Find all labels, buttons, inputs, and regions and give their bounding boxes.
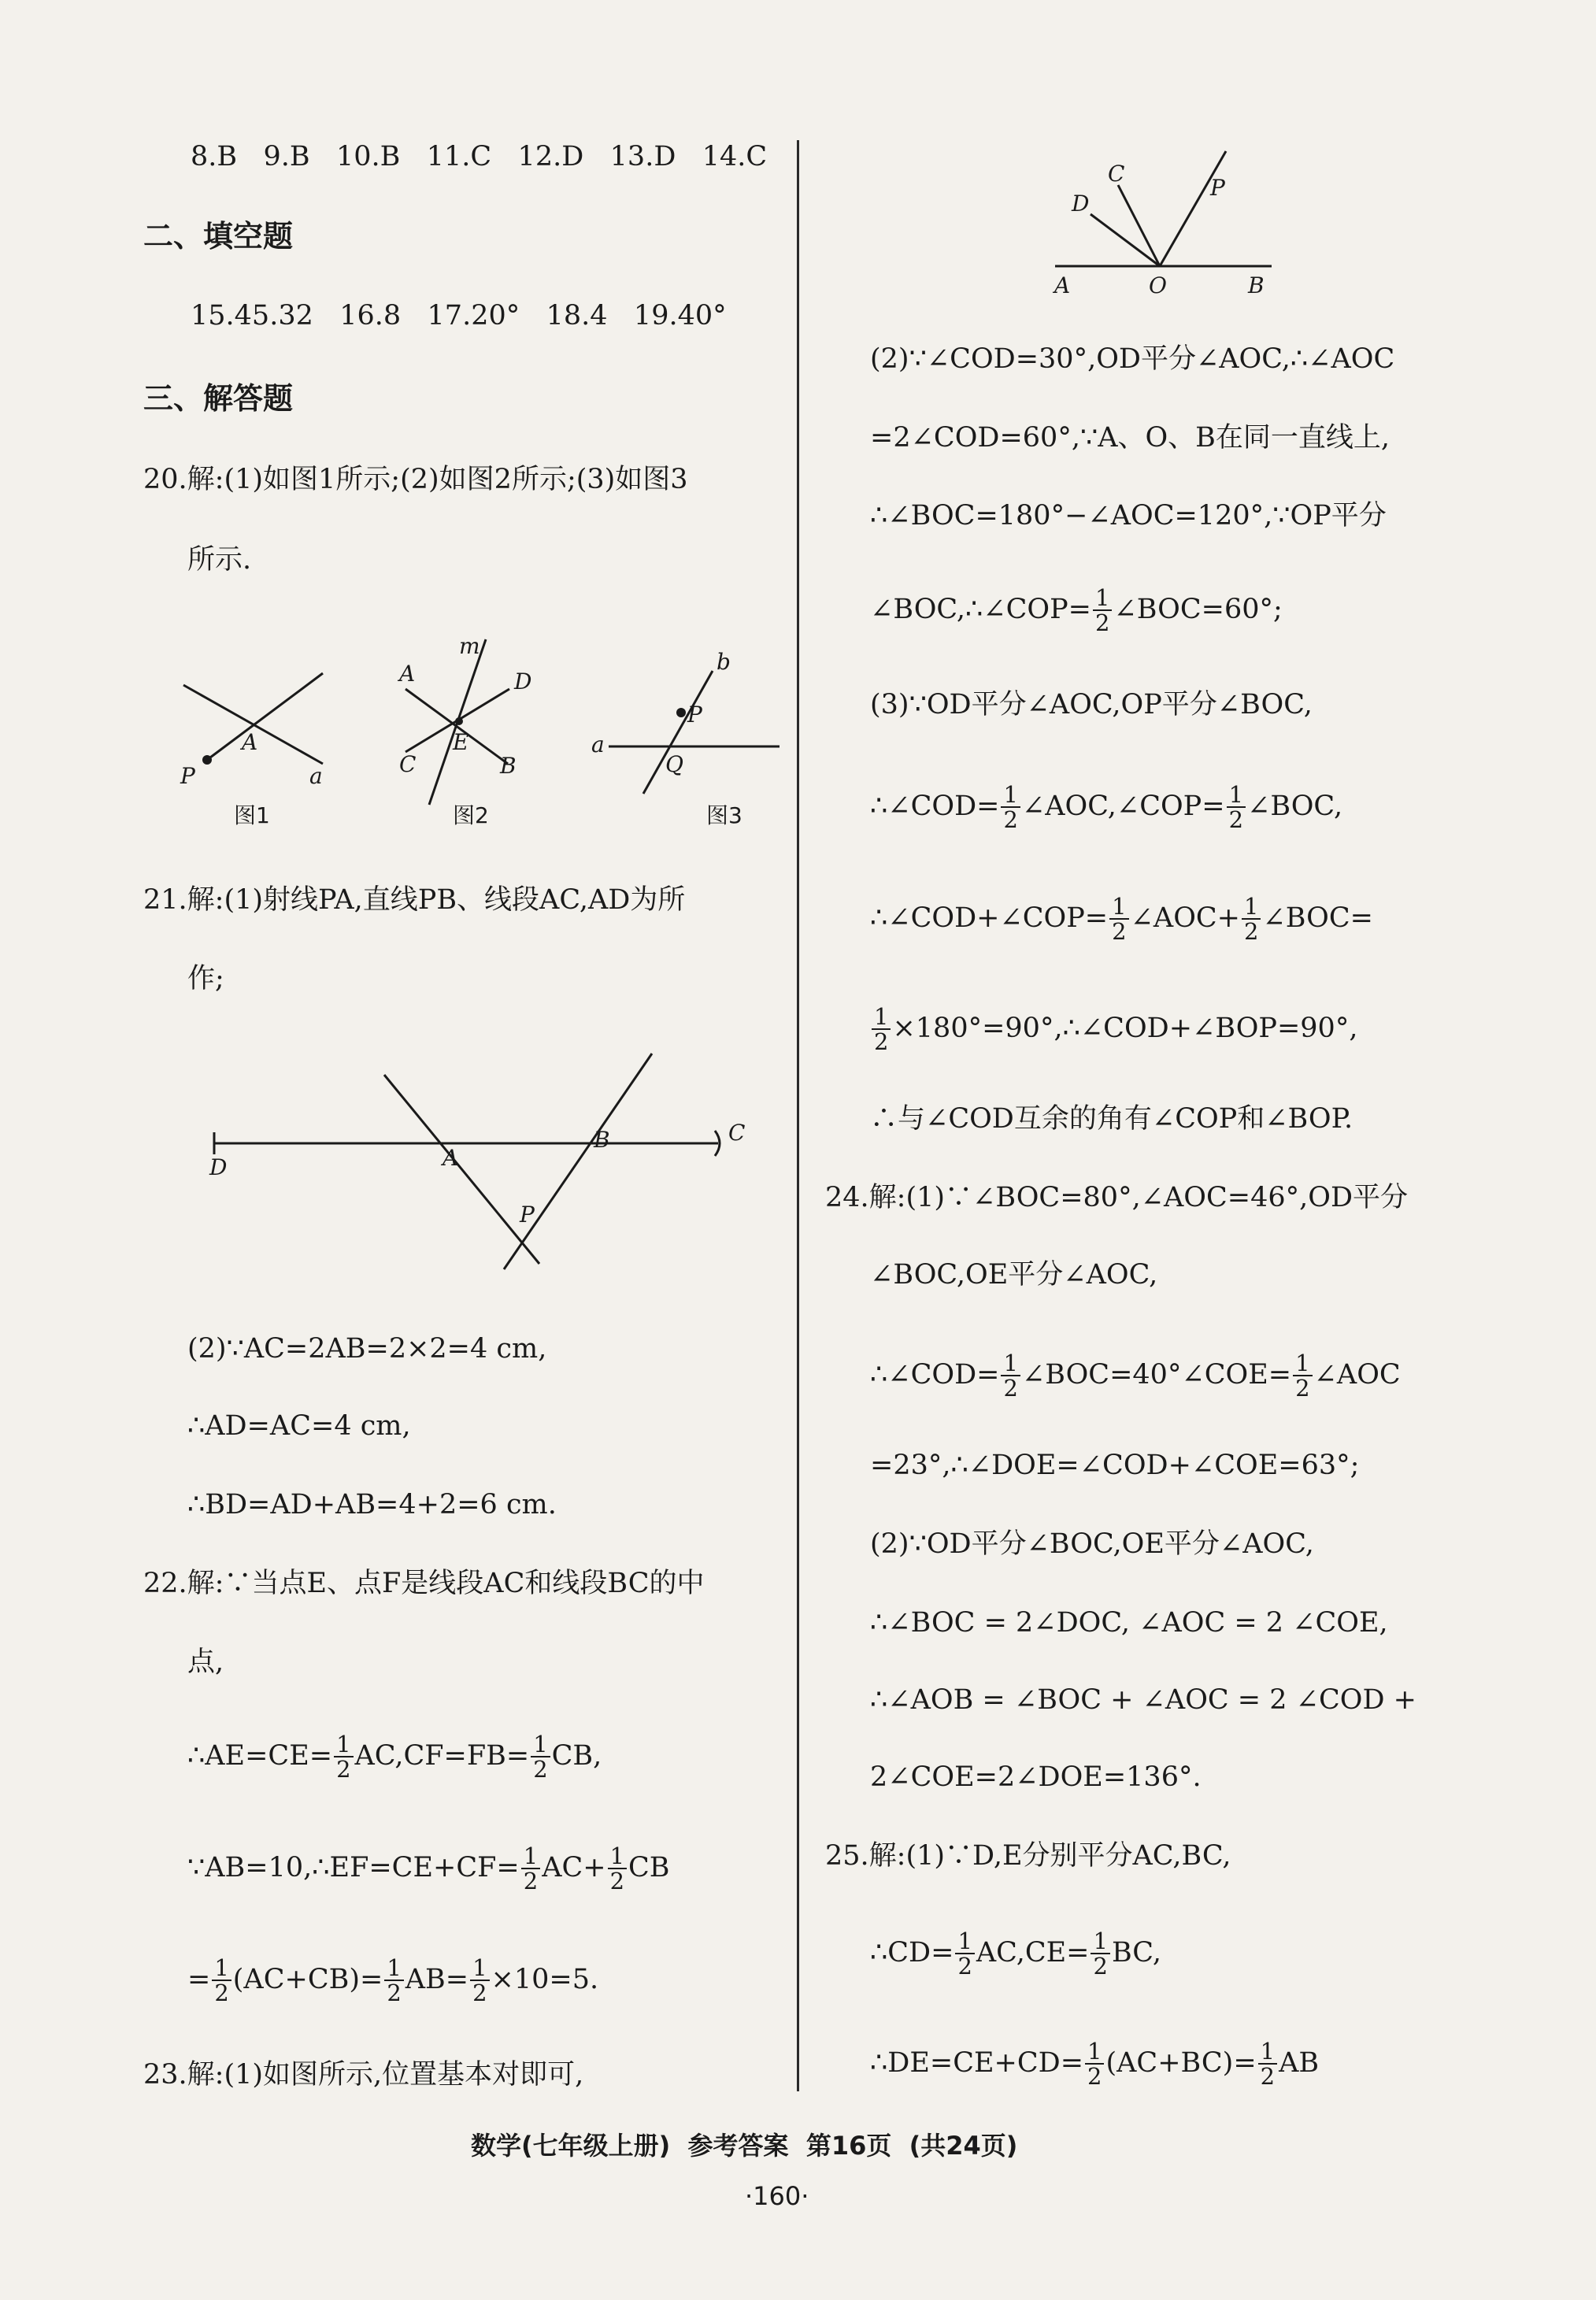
section-solutions-title: 三、解答题 <box>143 381 294 416</box>
q24-line3: ∴∠COD= $\frac{1}{2}$ ∠BOC=40°∠COE= $\frac{1}{2}$ ∠AOC <box>870 1350 1401 1402</box>
fig23-label-d: D <box>1072 191 1090 217</box>
fig21-label-b: B <box>594 1127 610 1153</box>
fraction-half: $\frac{1}{2}$ <box>531 1732 550 1782</box>
fraction-half: $\frac{1}{2}$ <box>1227 783 1246 832</box>
page-number: ·160· <box>745 2181 809 2211</box>
q22-line4: ∵AB=10,∴EF=CE+CF= $\frac{1}{2}$ AC+ $\frac{1}{2}$ CB <box>187 1843 670 1895</box>
fig2-label-a: A <box>399 661 416 687</box>
figure-q21 <box>205 1039 772 1291</box>
fig2-label-d: D <box>514 669 532 694</box>
q23-line7: ∴∠COD= $\frac{1}{2}$ ∠AOC,∠COP= $\frac{1}{2}$ ∠BOC, <box>870 781 1343 834</box>
q20-line2: 所示. <box>187 544 252 576</box>
fig3-caption: 图3 <box>706 802 742 828</box>
fig21-ray-pa <box>384 1075 539 1264</box>
figure-2 <box>390 630 547 835</box>
fig21-label-a: A <box>443 1145 459 1171</box>
section-fill-in-title: 二、填空题 <box>143 219 294 254</box>
figure-3 <box>587 646 791 835</box>
q23-line1: 23.解:(1)如图所示,位置基本对即可, <box>143 2059 584 2091</box>
fig2-caption: 图2 <box>453 802 489 828</box>
fig21-label-p: P <box>520 1202 535 1228</box>
q24-line5: (2)∵OD平分∠BOC,OE平分∠AOC, <box>870 1528 1314 1560</box>
q25-line3: ∴DE=CE+CD= $\frac{1}{2}$ (AC+BC)= $\frac{1}{2}$ AB <box>870 2038 1320 2091</box>
fig23-ray-op <box>1160 151 1226 266</box>
fraction-half: $\frac{1}{2}$ <box>1093 586 1112 635</box>
fraction-half: $\frac{1}{2}$ <box>1293 1351 1312 1401</box>
fig23-label-c: C <box>1108 161 1125 187</box>
q24-line6: ∴∠BOC = 2∠DOC, ∠AOC = 2 ∠COE, <box>870 1607 1388 1639</box>
fraction-half: $\frac{1}{2}$ <box>1242 894 1261 944</box>
q23-line4: ∴∠BOC=180°−∠AOC=120°,∵OP平分 <box>870 500 1387 531</box>
fig21-label-c: C <box>728 1120 746 1146</box>
figure-1 <box>177 661 335 835</box>
q21-line3: (2)∵AC=2AB=2×2=4 cm, <box>187 1333 547 1365</box>
fig23-label-a: A <box>1054 272 1071 298</box>
q23-line9: $\frac{1}{2}$ ×180°=90°,∴∠COD+∠BOP=90°, <box>870 1005 1357 1054</box>
fig23-label-o: O <box>1149 272 1167 298</box>
fig21-label-d: D <box>209 1154 228 1180</box>
q22-line2: 点, <box>187 1646 224 1678</box>
fraction-half: $\frac{1}{2}$ <box>1001 783 1020 832</box>
fig2-label-e: E <box>453 729 469 755</box>
fig2-point-e <box>455 717 463 725</box>
q24-line7: ∴∠AOB = ∠BOC + ∠AOC = 2 ∠COD + <box>870 1684 1416 1716</box>
fig3-point-p <box>676 708 686 717</box>
fig23-ray-od <box>1091 214 1160 266</box>
fig23-ray-oc <box>1118 185 1160 266</box>
q22-line1: 22.解:∵当点E、点F是线段AC和线段BC的中 <box>143 1568 705 1599</box>
fig23-label-b: B <box>1248 272 1265 298</box>
q21-line1: 21.解:(1)射线PA,直线PB、线段AC,AD为所 <box>143 884 686 916</box>
q20-line1: 20.解:(1)如图1所示;(2)如图2所示;(3)如图3 <box>143 464 688 495</box>
q21-line5: ∴BD=AD+AB=4+2=6 cm. <box>187 1489 557 1520</box>
q22-line5: = $\frac{1}{2}$ (AC+CB)= $\frac{1}{2}$ AB= $\frac{1}{2}$ ×10=5. <box>187 1954 599 2007</box>
fig1-label-a: A <box>242 729 258 755</box>
fraction-half: $\frac{1}{2}$ <box>1085 2039 1104 2089</box>
q24-line4: =23°,∴∠DOE=∠COD+∠COE=63°; <box>870 1450 1360 1481</box>
fig2-label-m: m <box>459 633 480 659</box>
q23-line8: ∴∠COD+∠COP= $\frac{1}{2}$ ∠AOC+ $\frac{1}{2}$ ∠BOC= <box>870 893 1373 946</box>
fraction-half: $\frac{1}{2}$ <box>1109 894 1128 944</box>
q21-line4: ∴AD=AC=4 cm, <box>187 1410 411 1442</box>
fraction-half: $\frac{1}{2}$ <box>470 1956 489 2006</box>
fraction-half: $\frac{1}{2}$ <box>608 1844 627 1894</box>
q25-line1: 25.解:(1)∵D,E分别平分AC,BC, <box>825 1840 1231 1872</box>
fraction-half: $\frac{1}{2}$ <box>955 1929 974 1979</box>
fig23-label-p: P <box>1210 175 1225 201</box>
fill-answers: 15.45.32 16.8 17.20° 18.4 19.40° <box>191 300 727 331</box>
q23-line10: ∴与∠COD互余的角有∠COP和∠BOP. <box>870 1103 1353 1135</box>
fig1-ray-pa <box>207 673 323 760</box>
fraction-half: $\frac{1}{2}$ <box>212 1956 231 2006</box>
fig3-label-q: Q <box>665 751 683 777</box>
fraction-half: $\frac{1}{2}$ <box>334 1732 353 1782</box>
q24-line1: 24.解:(1)∵∠BOC=80°,∠AOC=46°,OD平分 <box>825 1182 1409 1213</box>
fig2-label-c: C <box>399 751 417 777</box>
q24-line2: ∠BOC,OE平分∠AOC, <box>870 1259 1158 1291</box>
fraction-half: $\frac{1}{2}$ <box>1258 2039 1277 2089</box>
fig21-line-pb <box>504 1054 652 1269</box>
fig3-label-a: a <box>591 731 605 757</box>
q24-line8: 2∠COE=2∠DOE=136°. <box>870 1761 1202 1793</box>
fig3-label-p: P <box>687 702 702 728</box>
fig1-caption: 图1 <box>234 802 270 828</box>
q23-line2: (2)∵∠COD=30°,OD平分∠AOC,∴∠AOC <box>870 343 1395 375</box>
q23-line5: ∠BOC,∴∠COP= $\frac{1}{2}$ ∠BOC=60°; <box>870 584 1283 637</box>
fig1-label-line-a: a <box>309 763 323 789</box>
q23-line6: (3)∵OD平分∠AOC,OP平分∠BOC, <box>870 689 1313 720</box>
fraction-half: $\frac{1}{2}$ <box>1001 1351 1020 1401</box>
q22-line3: ∴AE=CE= $\frac{1}{2}$ AC,CF=FB= $\frac{1}{2}$ CB, <box>187 1731 602 1783</box>
q21-line2: 作; <box>187 963 224 994</box>
figure-q23 <box>1043 142 1295 299</box>
fraction-half: $\frac{1}{2}$ <box>872 1005 891 1054</box>
fig1-point-p <box>202 755 212 765</box>
q25-line2: ∴CD= $\frac{1}{2}$ AC,CE= $\frac{1}{2}$ BC, <box>870 1928 1161 1980</box>
page-footer: 数学(七年级上册) 参考答案 第16页 (共24页) <box>471 2131 1018 2161</box>
fraction-half: $\frac{1}{2}$ <box>521 1844 540 1894</box>
fig1-label-p: P <box>180 763 195 789</box>
column-divider <box>797 140 799 2091</box>
fig2-label-b: B <box>500 753 517 779</box>
mc-answers: 8.B 9.B 10.B 11.C 12.D 13.D 14.C <box>191 141 768 172</box>
fig3-label-b: b <box>717 649 731 675</box>
fraction-half: $\frac{1}{2}$ <box>1091 1929 1109 1979</box>
q23-line3: =2∠COD=60°,∵A、O、B在同一直线上, <box>870 422 1390 454</box>
fraction-half: $\frac{1}{2}$ <box>384 1956 403 2006</box>
